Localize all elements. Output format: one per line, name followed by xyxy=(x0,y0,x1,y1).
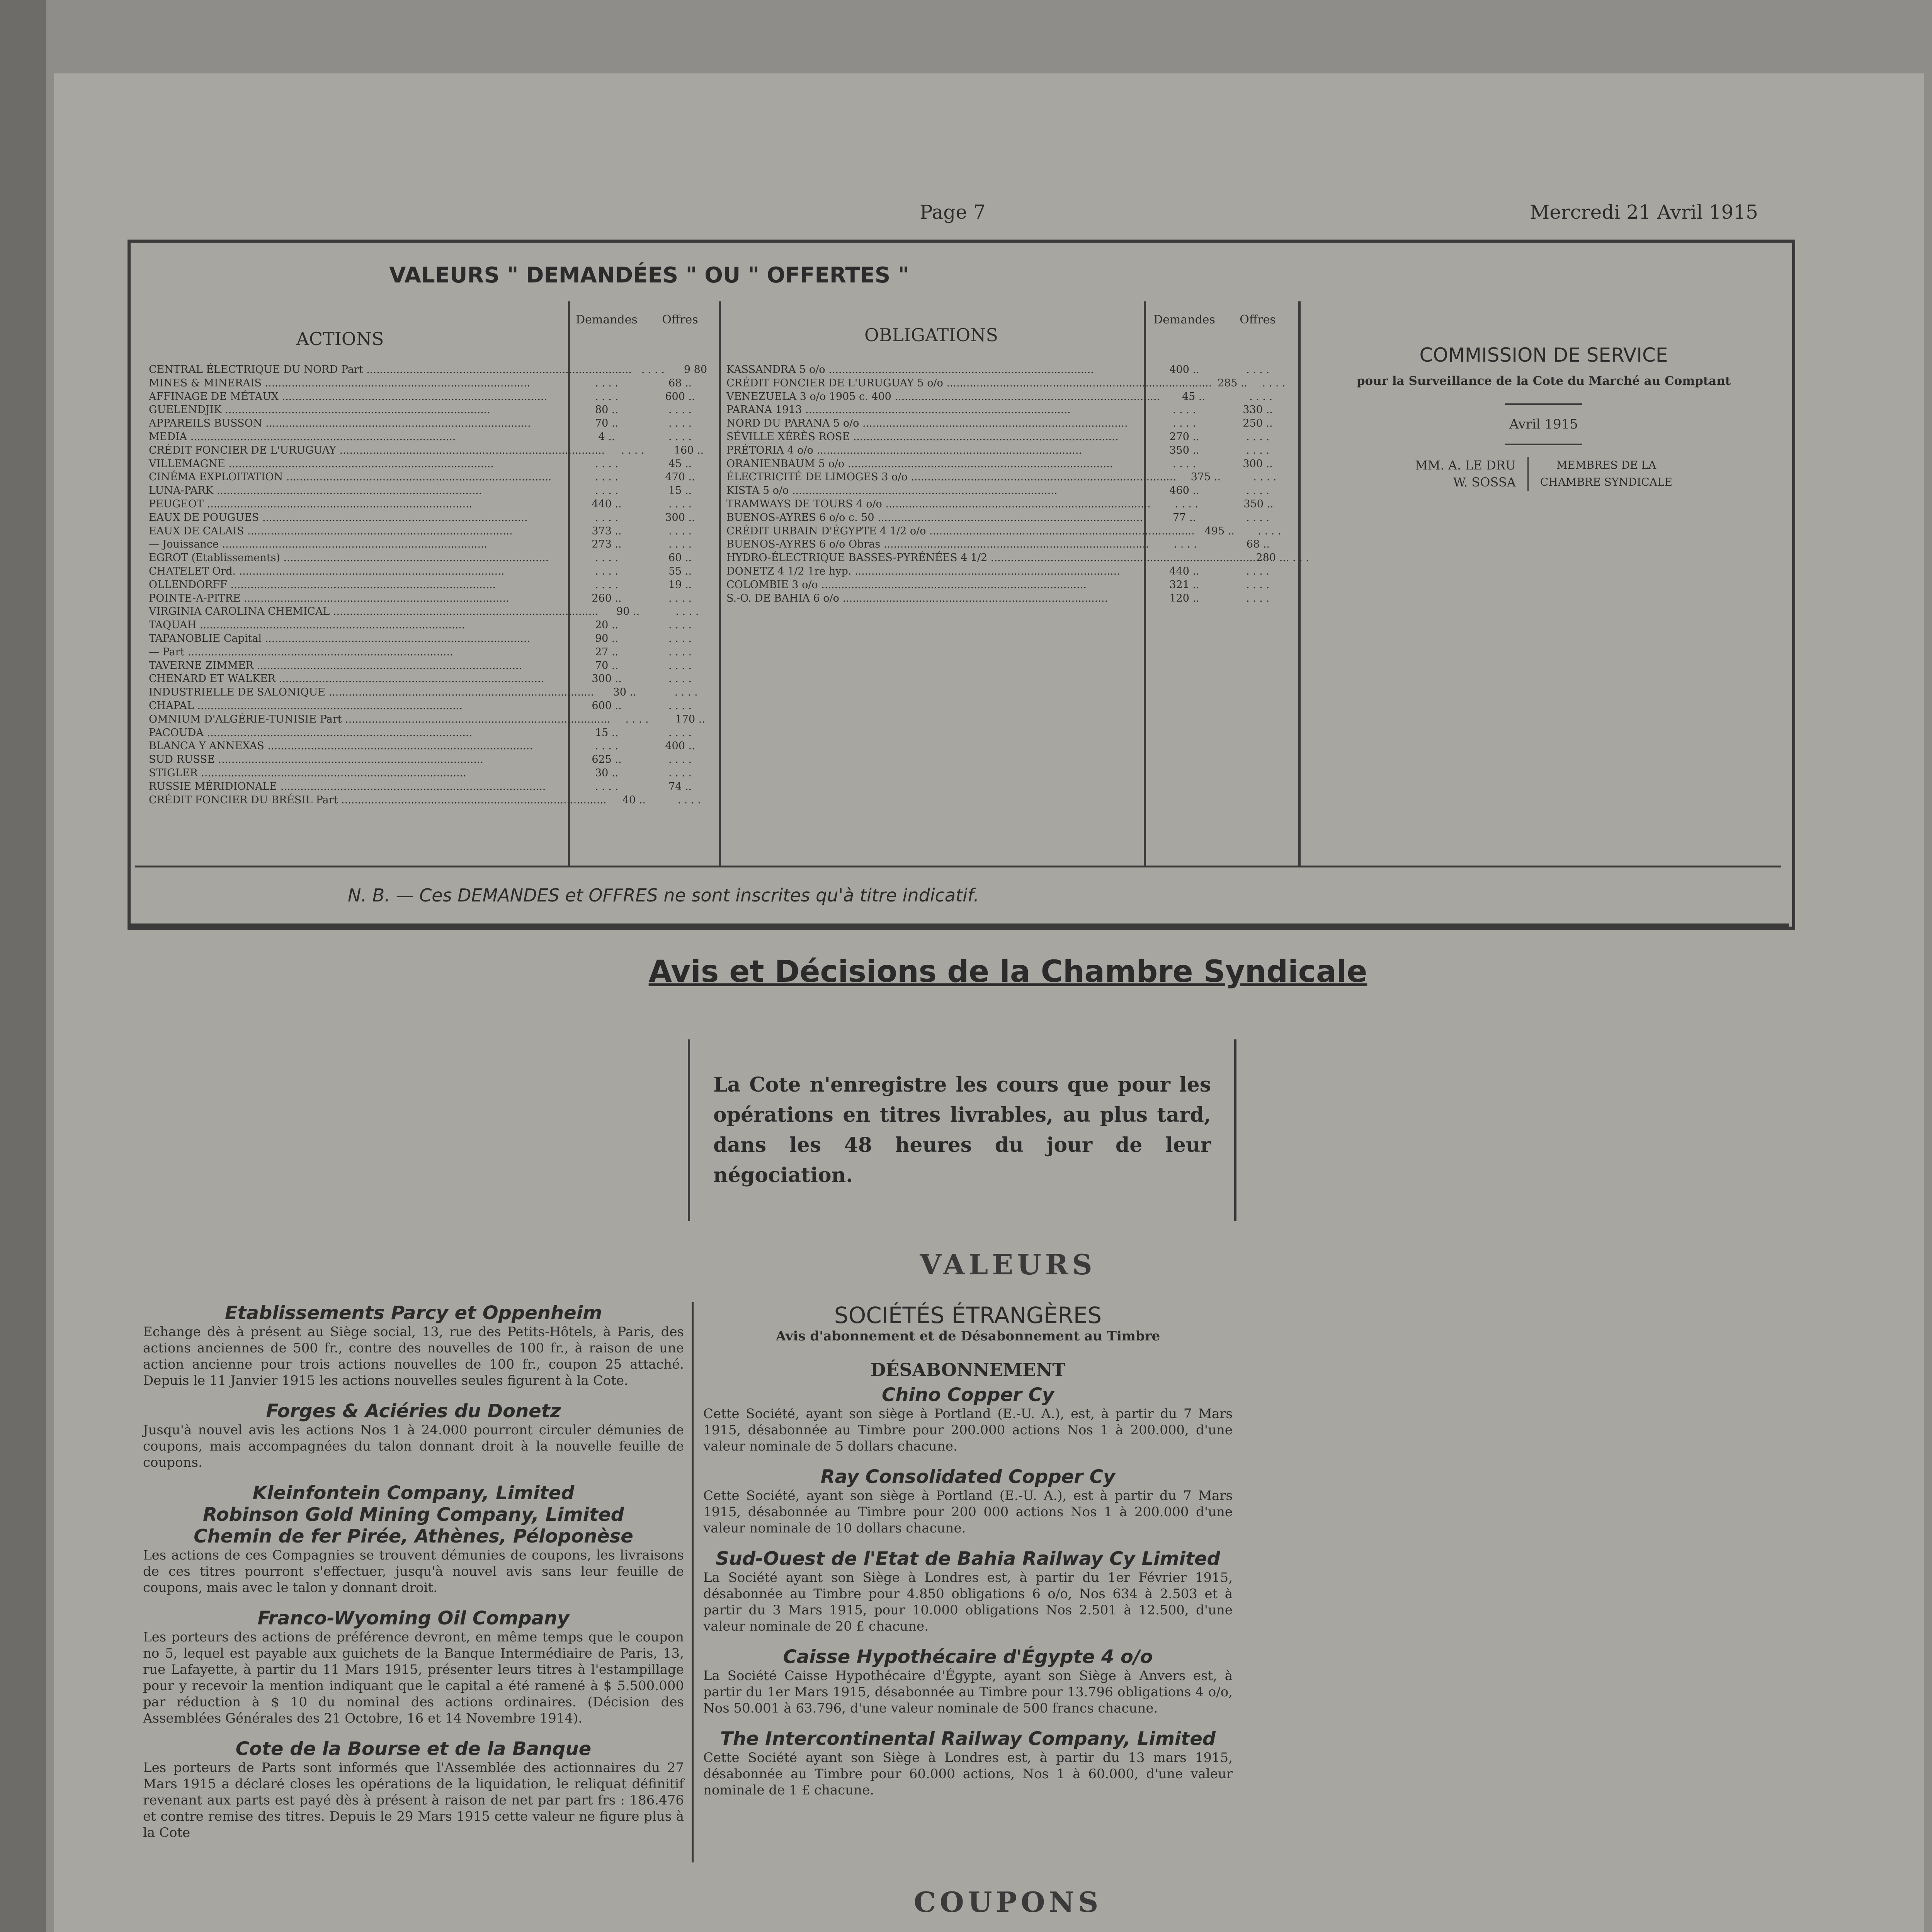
security-name: TAVERNE ZIMMER ................................................................................ xyxy=(149,659,522,672)
table-row xyxy=(726,551,1309,565)
security-name: GUELENDJIK ................................................................................ xyxy=(149,404,490,416)
notice-entry xyxy=(143,1738,684,1841)
demandes-value: 400 .. xyxy=(1169,364,1199,376)
demandes-value: 20 .. xyxy=(595,619,619,631)
security-name: CHENARD ET WALKER ................................................................................ xyxy=(149,673,544,685)
offres-value: . . . . xyxy=(668,417,692,430)
demandes-value: . . . . xyxy=(595,377,619,389)
security-name: TAPANOBLIE Capital ................................................................................ xyxy=(149,632,531,645)
offres-value: 330 .. xyxy=(1243,404,1273,416)
offres-value: 68 .. xyxy=(1246,538,1270,551)
demandes-value: 45 .. xyxy=(1182,390,1206,403)
demandes-value: 375 .. xyxy=(1190,471,1221,483)
offres-value: . . . . xyxy=(1246,485,1270,497)
security-name: PACOUDA ................................................................................ xyxy=(149,726,473,739)
security-name: CRÉDIT FONCIER DE L'URUGUAY 5 o/o ................................................................................ xyxy=(726,377,1212,389)
right-desab: DÉSABONNEMENT xyxy=(870,1359,1066,1380)
demandes-value: . . . . xyxy=(595,485,619,497)
table-row xyxy=(149,794,717,807)
table-row xyxy=(149,444,717,457)
commission-period: Avril 1915 xyxy=(1509,417,1578,432)
security-name: STIGLER ................................................................................ xyxy=(149,767,466,779)
offres-value: 350 .. xyxy=(1243,498,1274,510)
offres-value: . . . . xyxy=(1253,471,1277,483)
offres-value: 250 .. xyxy=(1243,417,1273,430)
security-name: VENEZUELA 3 o/o 1905 c. 400 ................................................................................ xyxy=(726,390,1160,403)
security-name: INDUSTRIELLE DE SALONIQUE ................................................................................ xyxy=(149,686,594,699)
notice-text: Les porteurs des actions de préférence devront, en même temps que le coupon no 5, lequel est payable aux guichets de la Banque Intermédiaire de Paris, 13, rue Lafayette, à partir du 11 Mars 1915, présenter leurs titres à l'estampillage pour y recevoir la mention indiquant que le capital a été ramené à $ 5.500.000 par réduction à $ 10 du nominal des actions ordinaires. (Décision des Assemblées Générales des 21 Octobre, 16 et 14 Novembre 1914). xyxy=(143,1629,684,1726)
divider xyxy=(1505,403,1582,405)
table-row xyxy=(149,740,717,753)
security-name: POINTE-A-PITRE ................................................................................ xyxy=(149,592,509,604)
table-row xyxy=(149,511,717,525)
security-name: PARANA 1913 ................................................................................ xyxy=(726,404,1071,416)
demandes-value: . . . . xyxy=(595,390,619,403)
notice-entry xyxy=(143,1482,684,1596)
demandes-value: . . . . xyxy=(625,713,649,725)
offres-value: . . . . xyxy=(674,686,698,699)
brace xyxy=(1527,457,1529,491)
commission-title: COMMISSION DE SERVICE xyxy=(1419,344,1668,366)
demandes-value: . . . . xyxy=(595,552,619,564)
security-name: VIRGINIA CAROLINA CHEMICAL ................................................................................ xyxy=(149,605,599,618)
notice-text: Echange dès à présent au Siège social, 13, rue des Petits-Hôtels, à Paris, des actions anciennes de 500 fr., contre des nouvelles de 100 fr., à raison de une action ancienne pour trois actions nouvelles de 100 fr., coupon 25 attaché. Depuis le 11 Janvier 1915 les actions nouvelles seules figurent à la Cote. xyxy=(143,1324,684,1388)
offres-value: . . . . xyxy=(1258,525,1281,537)
demandes-value: 4 .. xyxy=(598,430,615,443)
table-row xyxy=(726,444,1294,457)
offres-value: 68 .. xyxy=(668,377,692,389)
demandes-value: 120 .. xyxy=(1169,592,1199,604)
demandes-value: 70 .. xyxy=(595,659,619,672)
security-name: EAUX DE POUGUES ................................................................................ xyxy=(149,511,528,524)
notice-text: Les actions de ces Compagnies se trouvent démunies de coupons, les livraisons de ces titres pourront s'effectuer, jusqu'à nouvel avis sans leur feuille de coupons, mais avec le talon y donnant droit. xyxy=(143,1548,684,1595)
offres-value: . . . . xyxy=(668,659,692,672)
security-name: SÉVILLE XÉRÈS ROSE ................................................................................ xyxy=(726,430,1119,443)
valeurs-section-title: VALEURS xyxy=(920,1248,1096,1281)
security-name: — Part ................................................................................ xyxy=(149,646,453,658)
offres-value: . . . . xyxy=(668,673,692,685)
table-row xyxy=(149,646,717,659)
table-row xyxy=(726,377,1294,390)
table-row xyxy=(149,713,717,726)
offres-value: . . . . xyxy=(1246,565,1270,577)
demandes-value: 30 .. xyxy=(595,767,619,779)
notice-text: La Cote n'enregistre les cours que pour les opérations en titres livrables, au plus tard, dans les 48 heures du jour de leur négociation. xyxy=(713,1073,1211,1187)
table-row xyxy=(726,417,1294,430)
notice-entry xyxy=(143,1607,684,1726)
demandes-value: . . . . xyxy=(1175,498,1199,510)
offres-value: . . . . xyxy=(1246,511,1270,524)
table-row xyxy=(149,363,717,377)
notice-entry xyxy=(703,1548,1233,1634)
notice-title: Forges & Aciéries du Donetz xyxy=(266,1400,561,1422)
notice-text: La Société ayant son Siège à Londres est, à partir du 1er Février 1915, désabonnée au Timbre pour 4.850 obligations 6 o/o, Nos 634 à 2.503 et à partir du 3 Mars 1915, pour 10.000 obligations Nos 2.501 à 12.500, d'une valeur nominale de 20 £ chacune. xyxy=(703,1570,1233,1634)
actions-list xyxy=(149,363,717,807)
demandes-value: . . . . xyxy=(595,457,619,470)
offres-value: . . . . xyxy=(1262,377,1286,389)
security-name: BUENOS-AYRES 6 o/o c. 50 ................................................................................ xyxy=(726,511,1143,524)
security-name: DONETZ 4 1/2 1re hyp. ................................................................................ xyxy=(726,565,1120,577)
table-row xyxy=(726,592,1294,605)
commission-subtitle: pour la Surveillance de la Cote du Marché au Comptant xyxy=(1356,374,1731,388)
table-row xyxy=(149,699,717,713)
demandes-value: . . . . xyxy=(595,740,619,752)
security-name: TAQUAH ................................................................................ xyxy=(149,619,465,631)
demandes-value: . . . . xyxy=(595,578,619,591)
demandes-value: 27 .. xyxy=(595,646,619,658)
demandes-value: . . . . xyxy=(595,511,619,524)
offres-value: . . . . xyxy=(1246,430,1270,443)
offres-value: . . . . xyxy=(1286,552,1309,564)
offres-value: . . . . xyxy=(1246,592,1270,604)
demandes-value: . . . . xyxy=(595,565,619,577)
page-header xyxy=(89,201,1758,228)
commission-block xyxy=(1306,344,1781,491)
table-row xyxy=(149,659,717,673)
table-row xyxy=(149,605,717,619)
table-row xyxy=(726,525,1294,538)
offres-value: 160 .. xyxy=(673,444,704,456)
security-name: MEDIA ................................................................................ xyxy=(149,430,456,443)
offres-value: 45 .. xyxy=(668,457,692,470)
offres-value: . . . . xyxy=(677,794,701,806)
security-name: CRÉDIT URBAIN D'ÉGYPTE 4 1/2 o/o ................................................................................ xyxy=(726,525,1195,537)
offres-value: 60 .. xyxy=(668,552,692,564)
demandes-value: 260 .. xyxy=(592,592,622,604)
table-row xyxy=(149,377,717,390)
demandes-value: 80 .. xyxy=(595,404,619,416)
notice-title: The Intercontinental Railway Company, Limited xyxy=(720,1728,1216,1750)
thick-rule xyxy=(128,923,1789,927)
table-row xyxy=(149,525,717,538)
security-name: BLANCA Y ANNEXAS ................................................................................ xyxy=(149,740,533,752)
right-sub: Avis d'abonnement et de Désabonnement au Timbre xyxy=(776,1328,1160,1344)
demandes-value: 285 .. xyxy=(1217,377,1248,389)
offres-value: . . . . xyxy=(1249,390,1273,403)
table-row xyxy=(726,363,1294,377)
notice-title: Kleinfontein Company, Limited Robinson Gold Mining Company, Limited Chemin de fer Pirée, Athènes, Péloponèse xyxy=(194,1482,633,1547)
table-row xyxy=(149,498,717,511)
offres-value: 55 .. xyxy=(668,565,692,577)
security-name: TRAMWAYS DE TOURS 4 o/o ................................................................................ xyxy=(726,498,1151,510)
notice-text: Jusqu'à nouvel avis les actions Nos 1 à 24.000 pourront circuler démunies de coupons, mais accompagnées du talon donnant droit à la nouvelle feuille de coupons. xyxy=(143,1422,684,1470)
offres-value: . . . . xyxy=(668,525,692,537)
table-row xyxy=(149,551,717,565)
banner-title: Avis et Décisions de la Chambre Syndicale xyxy=(648,954,1367,989)
table-row xyxy=(726,390,1294,404)
notice-text: Les porteurs de Parts sont informés que l'Assemblée des actionnaires du 27 Mars 1915 a déclaré closes les opérations de la liquidation, le reliquat définitif revenant aux parts est payé dès à présent à raison de net par part frs : 186.476 et contre remise des titres. Depuis le 29 Mars 1915 cette valeur ne figure plus à la Cote xyxy=(143,1760,684,1840)
page-date: Mercredi 21 Avril 1915 xyxy=(1530,201,1758,223)
security-name: EGROT (Etablissements) ................................................................................ xyxy=(149,552,549,564)
offres-value: . . . . xyxy=(668,767,692,779)
offres-value: 300 .. xyxy=(665,511,695,524)
security-name: SUD RUSSE ................................................................................ xyxy=(149,753,483,766)
security-name: KASSANDRA 5 o/o ................................................................................ xyxy=(726,364,1094,376)
security-name: KISTA 5 o/o ................................................................................ xyxy=(726,485,1058,497)
table-row xyxy=(149,403,717,417)
table-row xyxy=(726,457,1294,471)
col-head-demandes: Demandes xyxy=(576,313,638,327)
offres-value: . . . . xyxy=(668,538,692,551)
col-divider xyxy=(719,301,721,866)
table-row xyxy=(149,484,717,498)
table-row xyxy=(149,457,717,471)
table-bottom-rule xyxy=(135,866,1781,867)
demandes-value: 30 .. xyxy=(613,686,636,699)
security-name: S.-O. DE BAHIA 6 o/o ................................................................................ xyxy=(726,592,1108,604)
table-row xyxy=(149,686,717,699)
col-divider xyxy=(692,1302,694,1862)
offres-value: 470 .. xyxy=(665,471,695,483)
table-row xyxy=(726,403,1294,417)
notice-text: Cette Société ayant son Siège à Londres est, à partir du 13 mars 1915, désabonnée au Timbre pour 60.000 actions, Nos 1 à 60.000, d'une valeur nominale de 1 £ chacune. xyxy=(703,1750,1233,1798)
offres-value: 15 .. xyxy=(668,485,692,497)
table-row xyxy=(149,578,717,592)
notice-title: Caisse Hypothécaire d'Égypte 4 o/o xyxy=(783,1646,1153,1668)
security-name: VILLEMAGNE ................................................................................ xyxy=(149,457,494,470)
valeurs-title: VALEURS " DEMANDÉES " OU " OFFERTES " xyxy=(389,263,909,288)
col-head-offres: Offres xyxy=(662,313,698,327)
security-name: CRÉDIT FONCIER DE L'URUGUAY ................................................................................ xyxy=(149,444,605,456)
demandes-value: . . . . xyxy=(1172,404,1196,416)
demandes-value: . . . . xyxy=(1172,457,1196,470)
security-name: PEUGEOT ................................................................................ xyxy=(149,498,473,510)
table-row xyxy=(149,538,717,551)
offres-value: 74 .. xyxy=(668,780,692,793)
security-name: MINES & MINERAIS ................................................................................ xyxy=(149,377,531,389)
notice-title: Franco-Wyoming Oil Company xyxy=(257,1607,570,1629)
demandes-value: 440 .. xyxy=(1169,565,1199,577)
security-name: LUNA-PARK ................................................................................ xyxy=(149,485,482,497)
security-name: CHATELET Ord. ................................................................................ xyxy=(149,565,505,577)
table-row xyxy=(149,632,717,646)
table-row xyxy=(149,767,717,780)
commission-role: MEMBRES DE LA CHAMBRE SYNDICALE xyxy=(1540,459,1672,488)
notice-entry xyxy=(703,1646,1233,1716)
offres-value: . . . . xyxy=(668,498,692,510)
demandes-value: . . . . xyxy=(641,364,665,376)
notice-entry xyxy=(703,1728,1233,1798)
demandes-value: . . . . xyxy=(1172,417,1196,430)
notice-text: Cette Société, ayant son siège à Portland (E.-U. A.), est à partir du 7 Mars 1915, désabonnée au Timbre pour 200 000 actions Nos 1 à 200.000 d'une valeur nominale de 10 dollars chacune. xyxy=(703,1488,1233,1536)
demandes-value: 280 .. xyxy=(1256,552,1286,564)
security-name: BUENOS-AYRES 6 o/o Obras ................................................................................ xyxy=(726,538,1149,551)
offres-value: . . . . xyxy=(668,632,692,645)
col-head-demandes: Demandes xyxy=(1153,313,1215,327)
actions-title: ACTIONS xyxy=(296,328,384,349)
valeurs-note: N. B. — Ces DEMANDES et OFFRES ne sont inscrites qu'à titre indicatif. xyxy=(348,885,979,906)
table-row xyxy=(149,753,717,767)
security-name: OMNIUM D'ALGÉRIE-TUNISIE Part ................................................................................ xyxy=(149,713,611,725)
demandes-value: 625 .. xyxy=(592,753,622,766)
left-notices xyxy=(143,1302,684,1852)
offres-value: . . . . xyxy=(1246,578,1270,591)
offres-value: 170 .. xyxy=(675,713,705,725)
table-row xyxy=(726,578,1294,592)
offres-value: . . . . xyxy=(668,699,692,712)
offres-value: . . . . xyxy=(668,646,692,658)
security-name: PRÉTORIA 4 o/o ................................................................................ xyxy=(726,444,1082,456)
col-divider xyxy=(1298,301,1301,866)
coupons-section-title: COUPONS xyxy=(913,1886,1102,1918)
notice-entry xyxy=(703,1466,1233,1536)
demandes-value: . . . . xyxy=(1173,538,1197,551)
page-number: Page 7 xyxy=(920,201,986,223)
security-name: CHAPAL ................................................................................ xyxy=(149,699,463,712)
table-row xyxy=(149,780,717,794)
notice-entry xyxy=(703,1384,1233,1454)
offres-value: 400 .. xyxy=(665,740,695,752)
security-name: NORD DU PARANA 5 o/o ................................................................................ xyxy=(726,417,1128,430)
offres-value: . . . . xyxy=(1246,364,1270,376)
notice-entry xyxy=(143,1302,684,1389)
demandes-value: 350 .. xyxy=(1169,444,1199,456)
demandes-value: 15 .. xyxy=(595,726,619,739)
notice-text: Cette Société, ayant son siège à Portland (E.-U. A.), est, à partir du 7 Mars 1915, désabonnée au Timbre pour 200.000 actions Nos 1 à 200.000, d'une valeur nominale de 5 dollars chacune. xyxy=(703,1406,1233,1454)
table-row xyxy=(149,592,717,605)
notice-text: La Société Caisse Hypothécaire d'Égypte, ayant son Siège à Anvers est, à partir du 1er Mars 1915, désabonnée au Timbre pour 13.796 obligations 4 o/o, Nos 50.001 à 63.796, d'une valeur nominale de 500 francs chacune. xyxy=(703,1668,1233,1716)
security-name: HYDRO-ÉLECTRIQUE BASSES-PYRÉNÉES 4 1/2 ................................................................................ xyxy=(726,552,1256,564)
demandes-value: 495 .. xyxy=(1204,525,1235,537)
security-name: EAUX DE CALAIS ................................................................................ xyxy=(149,525,513,537)
demandes-value: 40 .. xyxy=(622,794,646,806)
table-row xyxy=(149,672,717,686)
security-name: ORANIENBAUM 5 o/o ................................................................................ xyxy=(726,457,1113,470)
notice-title: Sud-Ouest de l'Etat de Bahia Railway Cy Limited xyxy=(716,1548,1220,1570)
table-row xyxy=(726,565,1294,578)
offres-value: . . . . xyxy=(675,605,699,618)
table-row xyxy=(149,565,717,578)
security-name: APPAREILS BUSSON ................................................................................ xyxy=(149,417,531,430)
offres-value: 19 .. xyxy=(668,578,692,591)
demandes-value: 300 .. xyxy=(592,673,622,685)
demandes-value: . . . . xyxy=(595,471,619,483)
offres-value: . . . . xyxy=(668,619,692,631)
demandes-value: 77 .. xyxy=(1172,511,1196,524)
obligations-list xyxy=(726,363,1309,605)
notice-title: Chino Copper Cy xyxy=(881,1384,1054,1406)
security-name: CRÉDIT FONCIER DU BRÉSIL Part ................................................................................ xyxy=(149,794,607,806)
offres-value: . . . . xyxy=(668,430,692,443)
notice-title: Ray Consolidated Copper Cy xyxy=(820,1466,1116,1488)
offres-value: 9 80 xyxy=(684,364,707,376)
table-row xyxy=(149,619,717,632)
demandes-value: 270 .. xyxy=(1169,430,1199,443)
notice-box xyxy=(688,1039,1236,1221)
offres-value: . . . . xyxy=(1246,444,1270,456)
demandes-value: 373 .. xyxy=(592,525,622,537)
demandes-value: 321 .. xyxy=(1169,578,1199,591)
notice-title: Cote de la Bourse et de la Banque xyxy=(235,1738,592,1760)
offres-value: . . . . xyxy=(668,753,692,766)
table-row xyxy=(149,417,717,430)
offres-value: . . . . xyxy=(668,404,692,416)
divider xyxy=(1505,444,1582,445)
security-name: AFFINAGE DE MÉTAUX ................................................................................ xyxy=(149,390,548,403)
demandes-value: 70 .. xyxy=(595,417,619,430)
obligations-title: OBLIGATIONS xyxy=(864,325,998,345)
table-row xyxy=(149,390,717,404)
right-head: SOCIÉTÉS ÉTRANGÈRES xyxy=(834,1302,1102,1328)
offres-value: . . . . xyxy=(668,592,692,604)
demandes-value: 273 .. xyxy=(592,538,622,551)
table-row xyxy=(149,471,717,484)
security-name: COLOMBIE 3 o/o ................................................................................ xyxy=(726,578,1087,591)
demandes-value: . . . . xyxy=(595,780,619,793)
notice-entry xyxy=(143,1400,684,1471)
security-name: — Jouissance ................................................................................ xyxy=(149,538,488,551)
demandes-value: 90 .. xyxy=(616,605,640,618)
col-head-offres: Offres xyxy=(1240,313,1276,327)
offres-value: 600 .. xyxy=(665,390,695,403)
security-name: RUSSIE MÉRIDIONALE ................................................................................ xyxy=(149,780,546,793)
table-row xyxy=(726,498,1294,511)
demandes-value: 440 .. xyxy=(592,498,622,510)
offres-value: . . . . xyxy=(668,726,692,739)
security-name: OLLENDORFF ................................................................................ xyxy=(149,578,496,591)
demandes-value: 90 .. xyxy=(595,632,619,645)
table-row xyxy=(726,538,1294,551)
security-name: CENTRAL ÉLECTRIQUE DU NORD Part ................................................................................ xyxy=(149,364,632,376)
demandes-value: 460 .. xyxy=(1169,485,1199,497)
table-row xyxy=(149,430,717,444)
right-notices xyxy=(703,1302,1233,1810)
table-row xyxy=(726,430,1294,444)
demandes-value: . . . . xyxy=(621,444,645,456)
table-row xyxy=(726,511,1294,525)
commission-members: MM. A. LE DRU W. SOSSA xyxy=(1415,458,1516,490)
security-name: ÉLECTRICITÉ DE LIMOGES 3 o/o ................................................................................ xyxy=(726,471,1176,483)
offres-value: 300 .. xyxy=(1243,457,1273,470)
security-name: CINÉMA EXPLOITATION ................................................................................ xyxy=(149,471,552,483)
notice-title: Etablissements Parcy et Oppenheim xyxy=(224,1302,602,1324)
demandes-value: 600 .. xyxy=(592,699,622,712)
table-row xyxy=(149,726,717,740)
table-row xyxy=(726,471,1294,484)
table-row xyxy=(726,484,1294,498)
